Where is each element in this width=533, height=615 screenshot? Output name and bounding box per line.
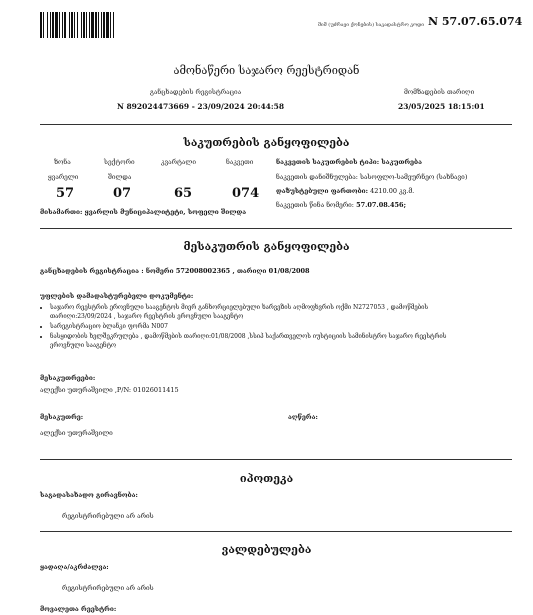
list-item: • საჯარო რეესტრის ეროვნული სააგენტოს მიერ განხორციელებული ხარვეზის აღმოფხვრის ოქმი N2727053 , დამოწმების თარიღი:23/09/2024 , საჯარო რეესტრის ეროვნული სააგენტო — [50, 303, 480, 321]
area-value: 4210.00 — [370, 187, 398, 195]
owner-registration-date-label: , თარიღი — [232, 267, 267, 275]
tax-lien-value: რეგისტრირებული არ არის — [62, 512, 154, 520]
debtors-registry-label: მოვალეთა რეესტრი: — [40, 605, 117, 613]
zone-label: ზონა — [54, 158, 71, 166]
prev-number-value: 57.07.08.456; — [356, 201, 406, 209]
mortgage-section-title: იპოთეკა — [239, 472, 294, 485]
list-item: • სარეგისტრაციო ბლანკი ფორმა N007 — [50, 322, 480, 331]
prepared-label: მომზადების თარიღი — [404, 88, 475, 96]
divider — [40, 228, 512, 229]
registration-label: განცხადების რეგისტრაცია — [150, 88, 242, 96]
divider — [40, 124, 512, 125]
sector-label: სექტორი — [104, 158, 135, 166]
divider — [40, 459, 512, 460]
tax-lien-label: საგადასახადო გირავნობა: — [40, 491, 138, 499]
owners-label: მესაკუთრეები: — [40, 374, 96, 382]
quarter-value: 65 — [174, 186, 193, 201]
parcel-label: ნაკვეთი — [226, 158, 254, 166]
land-purpose: ნაკვეთის დანიშნულება: სასოფლო-სამეურნეო (სახნავი) — [276, 173, 468, 181]
sector-sub: შილდა — [108, 173, 132, 181]
parcel-value: 074 — [232, 186, 260, 201]
barcode — [40, 12, 180, 38]
cadastral-code-label: მიმ (უძრავი ქონების) საკადასტრო კოდი — [318, 22, 425, 28]
owners-value: ალექსი უთურაშვილი ,P/N: 01026011415 — [40, 386, 179, 394]
prev-number-row — [276, 201, 406, 209]
area-row — [276, 187, 414, 195]
sector-value: 07 — [113, 186, 132, 201]
cadastral-code: N 57.07.65.074 — [428, 15, 523, 28]
owner-registration-label: განცხადების რეგისტრაცია : ნომერი — [40, 267, 174, 275]
owner-registration-number: 572008002365 — [175, 267, 231, 275]
seizure-label: ყადაღა/აკრძალვა: — [40, 563, 109, 571]
prev-number-label: ნაკვეთის წინა ნომერი: — [276, 201, 354, 209]
quarter-label: კვარტალი — [161, 158, 196, 166]
obligations-section-title: ვალდებულება — [221, 543, 312, 556]
zone-sub: ყვარელი — [48, 173, 79, 181]
list-item: • ნასყიდობის ხელშეკრულება , დამოწმების თარიღი:01/08/2008 ,სსიპ საქართველოს იუსტიციის სამინისტრო საჯარო რეესტრის ეროვნული სააგენტო — [50, 332, 480, 350]
owner-section-title: მესაკუთრის განყოფილება — [183, 240, 350, 253]
land-ownership-type: ნაკვეთის საკუთრების ტიპი: საკუთრება — [276, 158, 422, 166]
owner-registration-line — [40, 267, 310, 275]
owner-label: მესაკუთრე: — [40, 413, 84, 421]
registration-value: N 892024473669 - 23/09/2024 20:44:58 — [117, 102, 285, 111]
agency-title: ამონაწერი საჯარო რეესტრიდან — [173, 64, 360, 77]
area-unit: კვ.მ. — [399, 187, 415, 195]
divider — [40, 531, 512, 532]
address: მისამართი: ყვარლის მუნიციპალიტეტი, სოფელი შილდა — [40, 208, 247, 216]
basis-documents — [40, 303, 480, 351]
seizure-value: რეგისტრირებული არ არის — [62, 584, 154, 592]
area-label: დაზუსტებული ფართობი: — [276, 187, 369, 195]
owner-value: ალექსი უთურაშვილი — [40, 429, 113, 437]
property-section-title: საკუთრების განყოფილება — [183, 136, 350, 149]
zone-value: 57 — [56, 186, 75, 201]
owner-registration-date: 01/08/2008 — [268, 267, 310, 275]
description-label: აღწერა: — [288, 413, 318, 421]
basis-label: უფლების დამადასტურებელი დოკუმენტი: — [40, 292, 194, 300]
prepared-value: 23/05/2025 18:15:01 — [398, 102, 485, 111]
